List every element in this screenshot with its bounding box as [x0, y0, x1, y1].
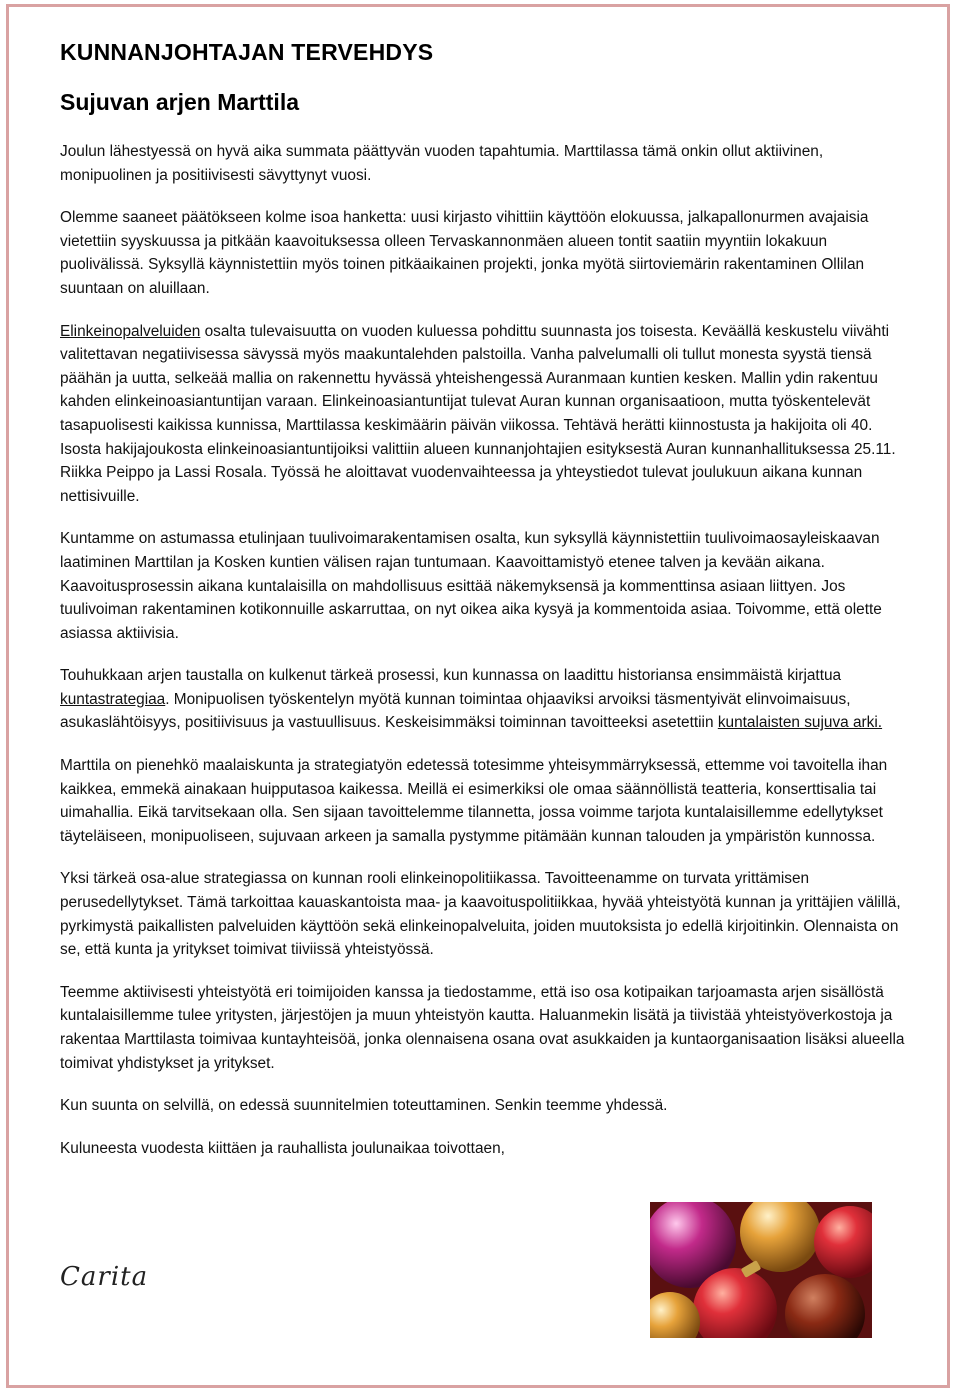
paragraph-small-municipality: Marttila on pienehkö maalaiskunta ja strategiatyön edetessä totesimme yhteisymmärryksessä, ettemme voi tavoitella ihan kaikkea, emmekä ainakaan huipputasoa kaikessa. Meillä ei esimerkiksi ole omaa säännöllistä teatteria, konserttisalia tai uimahallia. Eikä tarvitsekaan olla. Sen sijaan tavoittelemme tilannetta, jossa voimme tarjota kuntalaisillemme edellytykset täyteläiseen, monipuoliseen, sujuvaan arkeen ja samalla pystymme pitämään kunnan talouden ja ympäristön kunnossa. [60, 757, 888, 845]
business-services-link[interactable]: Elinkeinopalveluiden [60, 322, 201, 340]
letter-content [60, 38, 906, 1160]
page-title: KUNNANJOHTAJAN TERVEHDYS [60, 39, 434, 65]
paragraph-cooperation: Teemme aktiivisesti yhteistyötä eri toimijoiden kanssa ja tiedostamme, että iso osa kotipaikan tarjoamasta arjen sisällöstä kuntalaisillemme tulee yritysten, järjestöjen ja muun yhteistyön kautta. Haluanmekin lisätä ja tiivistää yhteistyöverkostoja ja rakentaa Marttilasta toimivaa kuntayhteisöä, jonka olennaisena osana ovat asukkaiden ja kuntaorganisaation lisäksi alueella toimivat yhdistykset ja yritykset. [60, 983, 905, 1072]
paragraph-strategy-text-a: Touhukkaan arjen taustalla on kulkenut tärkeä prosessi, kun kunnassa on laadittu historiansa ensimmäistä kirjattua [60, 667, 842, 685]
paragraph-projects: Olemme saaneet päätökseen kolme isoa hanketta: uusi kirjasto vihittiin käyttöön elokuussa, jalkapallonurmen avajaisia vietettiin syyskuussa ja pitkään kaavoituksessa olleen Tervaskannonmäen alueen tontit saatiin myyntiin lokakuun puolivälissä. Syksyllä käynnistettiin myös toinen pitkäaikainen projekti, jonka myötä siirtoviemärin rakentaminen Ollilan suuntaan on aluillaan. [60, 209, 869, 297]
paragraph-direction: Kun suunta on selvillä, on edessä suunnitelmien toteuttaminen. Senkin teemme yhdessä. [60, 1097, 668, 1115]
page-subtitle: Sujuvan arjen Marttila [60, 89, 300, 115]
paragraph-strategy [60, 664, 906, 735]
paragraph-business-services [60, 320, 906, 509]
signature: Carita [60, 1262, 149, 1292]
christmas-ornaments-image [650, 1202, 872, 1338]
paragraph-intro: Joulun lähestyessä on hyvä aika summata päättyvän vuoden tapahtumia. Marttilassa tämä onkin ollut aktiivinen, monipuolinen ja positiivisesti sävyttynyt vuosi. [60, 143, 824, 184]
smooth-everyday-link[interactable]: kuntalaisten sujuva arki. [717, 714, 883, 732]
paragraph-wind-power: Kuntamme on astumassa etulinjaan tuulivoimarakentamisen osalta, kun syksyllä käynnistettiin tuulivoimaosayleiskaavan laatiminen Marttilan ja Kosken kuntien välisen rajan tuntumaan. Kaavoittamistyö etenee talven ja kevään aikana. Kaavoitusprosessin aikana kuntalaisilla on mahdollisuus esittää näkemyksensä ja kommenttinsa asiaan liittyen. Jos tuulivoiman rakentaminen kotikonnuille askarruttaa, on nyt oikea aika kysyä ja kommentoida asiaa. Toivomme, että olette asiassa aktiivisia. [60, 530, 882, 642]
paragraph-business-services-text: osalta tulevaisuutta on vuoden kuluessa pohdittu suunnasta jos toisesta. Keväällä keskustelu viivähti valitettavan negatiivisessa sävyssä myös maakuntalehden palstoilla. Vanha palvelumalli oli tullut monesta syystä tiensä päähän ja uutta, selkeää mallia on rakennettu hyvässä yhteishengessä Auranmaan kuntien kesken. Mallin ydin rakentuu kahden elinkeinoasiantuntijan varaan. Elinkeinoasiantuntijat tulevat Auran kunnan organisaatioon, mutta työskentelevät tasapuolisesti kaikissa kunnissa, Marttilassa keskimäärin päivän viikossa. Tehtävä herätti kiinnostusta ja hakijoita oli 40. Isosta hakijajoukosta elinkeinoasiantuntijoiksi valittiin alueen kunnanjohtajien esityksestä Auran kunnanhallituksessa 25.11. Riikka Peippo ja Lassi Rosala. Työssä he aloittavat vuodenvaihteessa ja yhteystiedot tulevat joulukuun aikana kunnan nettisivuille. [60, 322, 896, 505]
paragraph-economic-policy: Yksi tärkeä osa-alue strategiassa on kunnan rooli elinkeinopolitiikassa. Tavoitteenamme on turvata yrittämisen perusedellytykset. Tämä tarkoittaa kauaskantoista maa- ja kaavoituspolitiikkaa, hyvää yhteistyötä kunnan ja yrittäjien välillä, pyrkimystä paikallisten palveluiden käyttöön sekä elinkeinopalveluita, joiden muutoksista jo edellä kirjoitinkin. Olennaista on se, että kunta ja yritykset toimivat tiiviissä yhteistyössä. [60, 870, 901, 959]
paragraph-closing: Kuluneesta vuodesta kiittäen ja rauhallista joulunaikaa toivottaen, [60, 1139, 505, 1157]
strategy-link[interactable]: kuntastrategiaa [60, 690, 166, 708]
paragraph-strategy-text-b: . Monipuolisen työskentelyn myötä kunnan toimintaa ohjaaviksi arvoiksi täsmentyivät elinvoimaisuus, asukaslähtöisyys, positiivisuus ja vastuullisuus. Keskeisimmäksi toiminnan tavoitteeksi asetettiin [60, 690, 851, 732]
